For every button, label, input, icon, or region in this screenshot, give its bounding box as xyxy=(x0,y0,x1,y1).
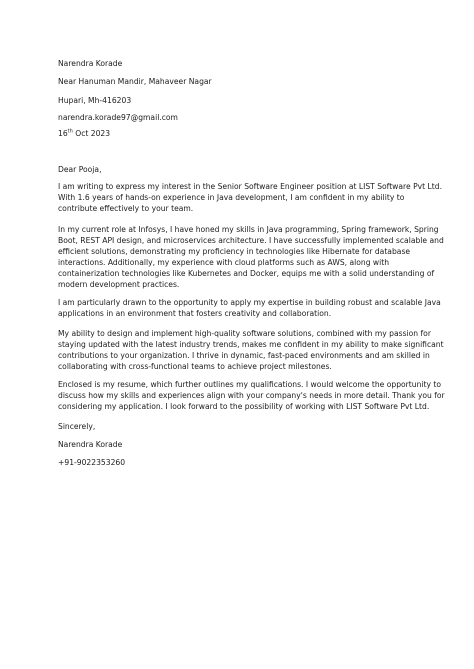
paragraph-line: contribute effectively to your team. xyxy=(58,203,194,213)
paragraph-line: In my current role at Infosys, I have honed my skills in Java programming, Spring framework, Spring xyxy=(58,225,439,234)
paragraph-skills xyxy=(58,329,444,373)
paragraph-line: containerization technologies like Kubernetes and Docker, equips me with a solid understanding of xyxy=(58,268,435,278)
closing: Sincerely, xyxy=(58,422,96,431)
date-suffix: th xyxy=(67,128,73,135)
paragraph-motivation xyxy=(58,298,441,320)
paragraph-line: considering my application. I look forward to the possibility of working with LIST Software Pvt Ltd. xyxy=(58,401,430,411)
phone-number: +91-9022353260 xyxy=(58,458,126,467)
paragraph-line: modern development practices. xyxy=(58,279,180,289)
sender-name: Narendra Korade xyxy=(58,59,123,68)
paragraph-line: My ability to design and implement high-quality software solutions, combined with my passion for xyxy=(58,329,431,338)
sender-address-line1: Near Hanuman Mandir, Mahaveer Nagar xyxy=(58,77,212,86)
signature-name: Narendra Korade xyxy=(58,440,123,449)
paragraph-line: applications in an environment that fosters creativity and collaboration. xyxy=(58,308,332,318)
paragraph-line: Enclosed is my resume, which further outlines my qualifications. I would welcome the opportunity to xyxy=(58,380,442,389)
greeting: Dear Pooja, xyxy=(58,165,102,174)
paragraph-line: contributions to your organization. I thrive in dynamic, fast-paced environments and am skilled in xyxy=(58,350,430,360)
letter-date xyxy=(58,129,426,140)
date-day: 16 xyxy=(58,129,68,138)
paragraph-line: efficient solutions, demonstrating my proficiency in technologies like Hibernate for database xyxy=(58,246,411,256)
sender-address-line2: Hupari, Mh-416203 xyxy=(58,96,132,105)
sender-email: narendra.korade97@gmail.com xyxy=(58,113,178,122)
paragraph-line: With 1.6 years of hands-on experience in Java development, I am confident in my ability to xyxy=(58,192,405,202)
paragraph-line: Boot, REST API design, and microservices architecture. I have successfully implemented scalable and xyxy=(58,235,444,245)
paragraph-closing xyxy=(58,380,445,413)
paragraph-line: staying updated with the latest industry trends, makes me confident in my ability to make significant xyxy=(58,339,444,349)
paragraph-intro xyxy=(58,182,442,215)
paragraph-line: interactions. Additionally, my experience with cloud platforms such as AWS, along with xyxy=(58,257,390,267)
paragraph-line: discuss how my skills and experiences align with your company's needs in more detail. Thank you for xyxy=(58,390,445,400)
paragraph-experience xyxy=(58,225,444,290)
paragraph-line: I am writing to express my interest in the Senior Software Engineer position at LIST Software Pvt Ltd. xyxy=(58,182,442,191)
paragraph-line: collaborating with cross-functional teams to achieve project milestones. xyxy=(58,361,332,371)
paragraph-line: I am particularly drawn to the opportunity to apply my expertise in building robust and scalable Java xyxy=(58,298,441,307)
date-month-year: Oct 2023 xyxy=(72,129,111,138)
